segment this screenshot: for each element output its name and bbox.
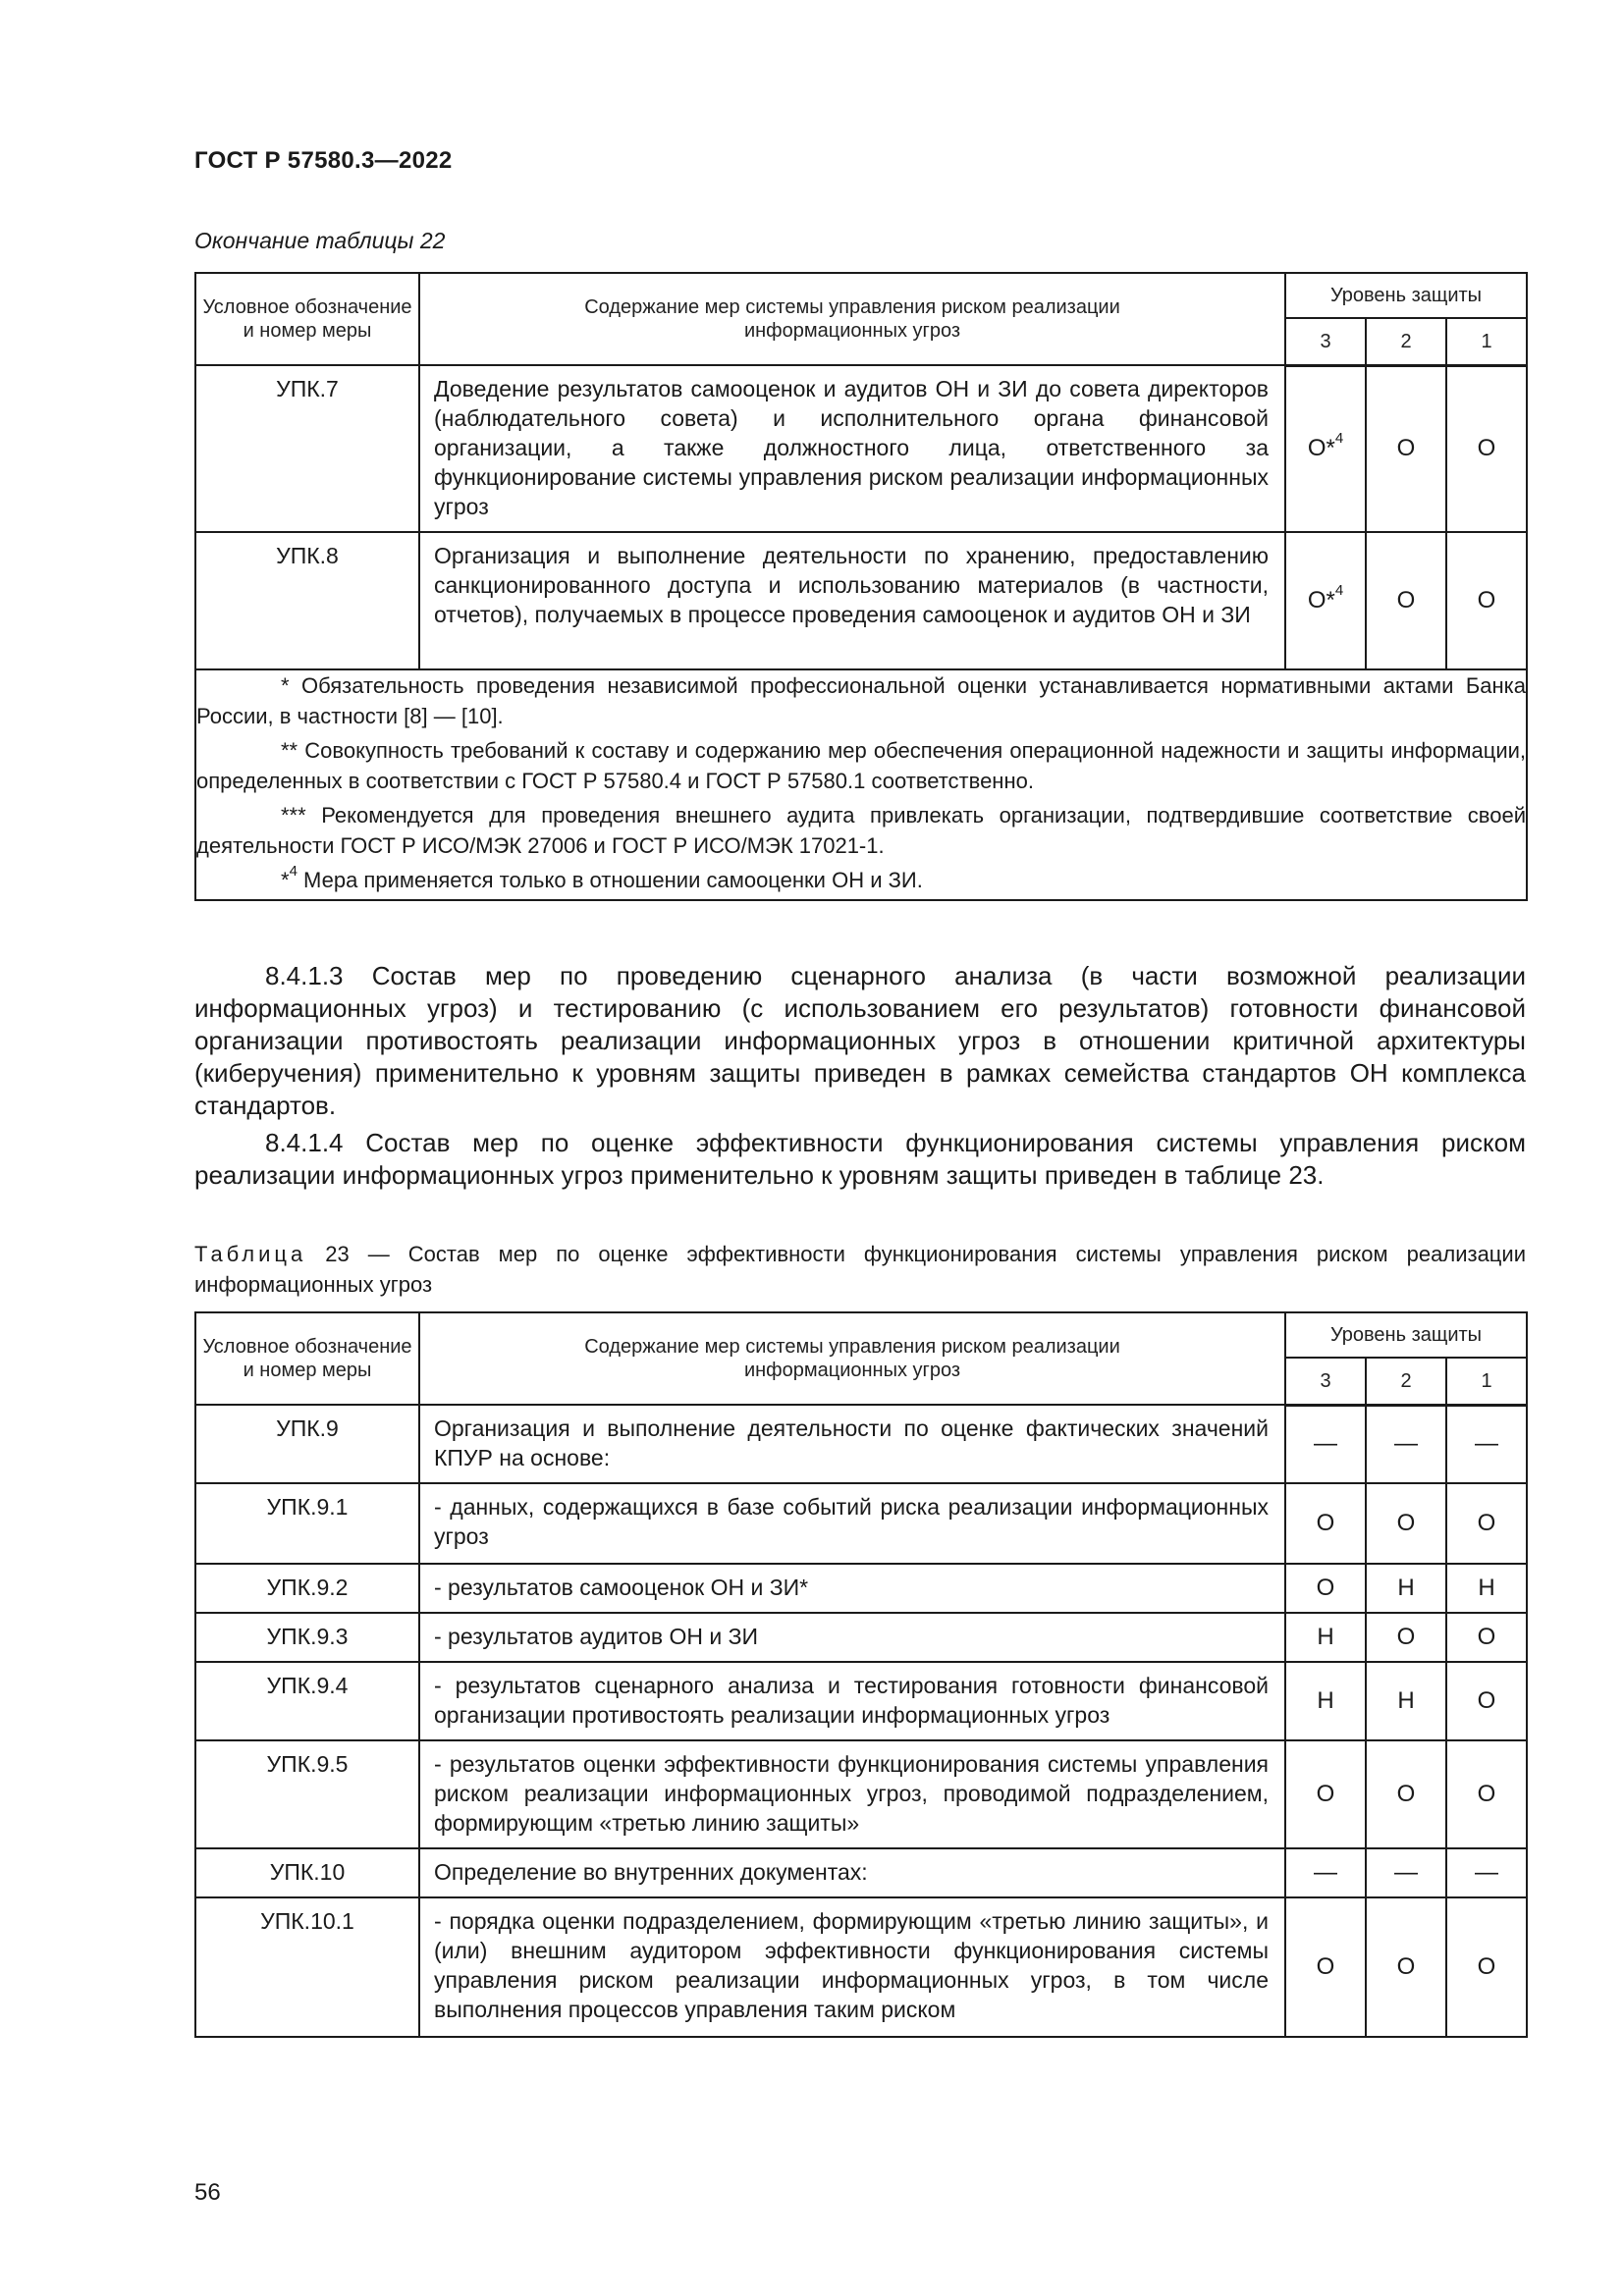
level-3-value: О	[1285, 1564, 1366, 1613]
column-header-code: Условное обозначение и номер меры	[195, 1312, 419, 1405]
level-1-value: О	[1446, 532, 1527, 669]
paragraph-8-4-1-4: 8.4.1.4 Состав мер по оценке эффективности функционирования системы управления риском реализации информационных угроз применительно к уровням защиты приведен в таблице 23.	[194, 1128, 1526, 1190]
measure-code: УПК.9.2	[195, 1564, 419, 1613]
level-1-value: О	[1446, 1613, 1527, 1662]
level-3-value: —	[1285, 1405, 1366, 1483]
level-3-value: —	[1285, 1848, 1366, 1897]
measure-code: УПК.8	[195, 532, 419, 669]
column-header-level-1: 1	[1446, 1358, 1527, 1405]
level-1-value: О	[1446, 1483, 1527, 1564]
level-2-value: Н	[1366, 1564, 1446, 1613]
table-row	[195, 1897, 1527, 2037]
table-row	[195, 1662, 1527, 1740]
column-header-content: Содержание мер системы управления риском реализации информационных угроз	[419, 1312, 1285, 1405]
level-3-value: О	[1285, 1897, 1366, 2037]
footnote: * Обязательность проведения независимой профессиональной оценки устанавливается нормативными актами Банка России, в частности [8] — [10].	[196, 673, 1526, 728]
measure-code: УПК.9.4	[195, 1662, 419, 1740]
footnote: ** Совокупность требований к составу и содержанию мер обеспечения операционной надежности и защиты информации, определенных в соответствии с ГОСТ Р 57580.4 и ГОСТ Р 57580.1 соответственно.	[196, 738, 1527, 793]
measure-text: - результатов аудитов ОН и ЗИ	[419, 1613, 1285, 1662]
table-23	[194, 1311, 1528, 2038]
measure-text: Организация и выполнение деятельности по хранению, предоставлению санкционированного доступа и использованию материалов (в частности, отчетов), получаемых в процессе проведения самооценок и аудитов ОН и ЗИ	[419, 532, 1285, 669]
column-header-level-group: Уровень защиты	[1285, 273, 1527, 318]
level-2-value: О	[1366, 1897, 1446, 2037]
column-header-level-2: 2	[1366, 318, 1446, 365]
column-header-level-3: 3	[1285, 1358, 1366, 1405]
level-2-value: О	[1366, 365, 1446, 532]
level-1-value: —	[1446, 1848, 1527, 1897]
level-3-value: О	[1285, 1740, 1366, 1848]
measure-text: - результатов оценки эффективности функционирования системы управления риском реализации информационных угроз, проводимой подразделением, формирующим «третью линию защиты»	[419, 1740, 1285, 1848]
measure-text: Организация и выполнение деятельности по оценке фактических значений КПУР на основе:	[419, 1405, 1285, 1483]
table-22-caption: Окончание таблицы 22	[194, 228, 446, 253]
measure-code: УПК.10	[195, 1848, 419, 1897]
column-header-code: Условное обозначение и номер меры	[195, 273, 419, 365]
measure-text: Определение во внутренних документах:	[419, 1848, 1285, 1897]
measure-text: - порядка оценки подразделением, формирующим «третью линию защиты», и (или) внешним аудитором эффективности функционирования системы управления риском реализации информационных угроз, в том числе выполнения процессов управления таким риском	[419, 1897, 1285, 2037]
level-3-value: Н	[1285, 1613, 1366, 1662]
measure-code: УПК.10.1	[195, 1897, 419, 2037]
level-2-value: Н	[1366, 1662, 1446, 1740]
level-2-value: О	[1366, 532, 1446, 669]
footnote: *** Рекомендуется для проведения внешнего аудита привлекать организации, подтвердившие соответствие своей деятельности ГОСТ Р ИСО/МЭК 27006 и ГОСТ Р ИСО/МЭК 17021-1.	[196, 803, 1527, 858]
table-22	[194, 272, 1528, 901]
column-header-level-group: Уровень защиты	[1285, 1312, 1527, 1358]
level-2-value: —	[1366, 1405, 1446, 1483]
table-row	[195, 1405, 1527, 1483]
measure-code: УПК.9.5	[195, 1740, 419, 1848]
table-row	[195, 1483, 1527, 1564]
table-notes	[195, 669, 1527, 900]
column-header-level-3: 3	[1285, 318, 1366, 365]
measure-code: УПК.9.3	[195, 1613, 419, 1662]
measure-text: Доведение результатов самооценок и аудитов ОН и ЗИ до совета директоров (наблюдательного совета) и исполнительного органа финансовой организации, а также должностного лица, ответственного за функционирование системы управления риском реализации информационных угроз	[419, 365, 1285, 532]
measure-text: - результатов самооценок ОН и ЗИ*	[419, 1564, 1285, 1613]
page-number: 56	[194, 2179, 221, 2206]
table-row	[195, 365, 1527, 532]
level-2-value: О	[1366, 1740, 1446, 1848]
document-header: ГОСТ Р 57580.3—2022	[194, 147, 453, 174]
level-1-value: О	[1446, 1897, 1527, 2037]
level-1-value: —	[1446, 1405, 1527, 1483]
table-row	[195, 1564, 1527, 1613]
measure-text: - результатов сценарного анализа и тестирования готовности финансовой организации противостоять реализации информационных угроз	[419, 1662, 1285, 1740]
measure-code: УПК.9	[195, 1405, 419, 1483]
column-header-level-1: 1	[1446, 318, 1527, 365]
table-23-title: Таблица 23 — Состав мер по оценке эффективности функционирования системы управления риском реализации информационных угроз	[194, 1242, 1526, 1297]
table-row	[195, 1613, 1527, 1662]
table-row	[195, 1740, 1527, 1848]
level-1-value: Н	[1446, 1564, 1527, 1613]
level-2-value: О	[1366, 1483, 1446, 1564]
level-2-value: —	[1366, 1848, 1446, 1897]
measure-code: УПК.7	[195, 365, 419, 532]
level-3-value: О	[1285, 1483, 1366, 1564]
footnote: *$^4$ Мера применяется только в отношении самооценки ОН и ЗИ.	[281, 862, 923, 892]
level-3-value: Н	[1285, 1662, 1366, 1740]
table-row	[195, 532, 1527, 669]
level-2-value: О	[1366, 1613, 1446, 1662]
level-1-value: О	[1446, 365, 1527, 532]
column-header-level-2: 2	[1366, 1358, 1446, 1405]
column-header-content: Содержание мер системы управления риском реализации информационных угроз	[419, 273, 1285, 365]
level-1-value: О	[1446, 1662, 1527, 1740]
measure-text: - данных, содержащихся в базе событий риска реализации информационных угроз	[419, 1483, 1285, 1564]
table-row	[195, 1848, 1527, 1897]
paragraph-8-4-1-3: 8.4.1.3 Состав мер по проведению сценарного анализа (в части возможной реализации информационных угроз) и тестированию (с использованием его результатов) готовности финансовой организации противостоять реализации информационных угроз в отношении критичной архитектуры (киберучения) применительно к уровням защиты приведен в рамках семейства стандартов ОН комплекса стандартов.	[194, 961, 1526, 1120]
measure-code: УПК.9.1	[195, 1483, 419, 1564]
notes-row	[195, 669, 1527, 900]
level-3-value: О*$^4$	[1285, 532, 1366, 669]
level-1-value: О	[1446, 1740, 1527, 1848]
level-3-value: О*$^4$	[1285, 365, 1366, 532]
